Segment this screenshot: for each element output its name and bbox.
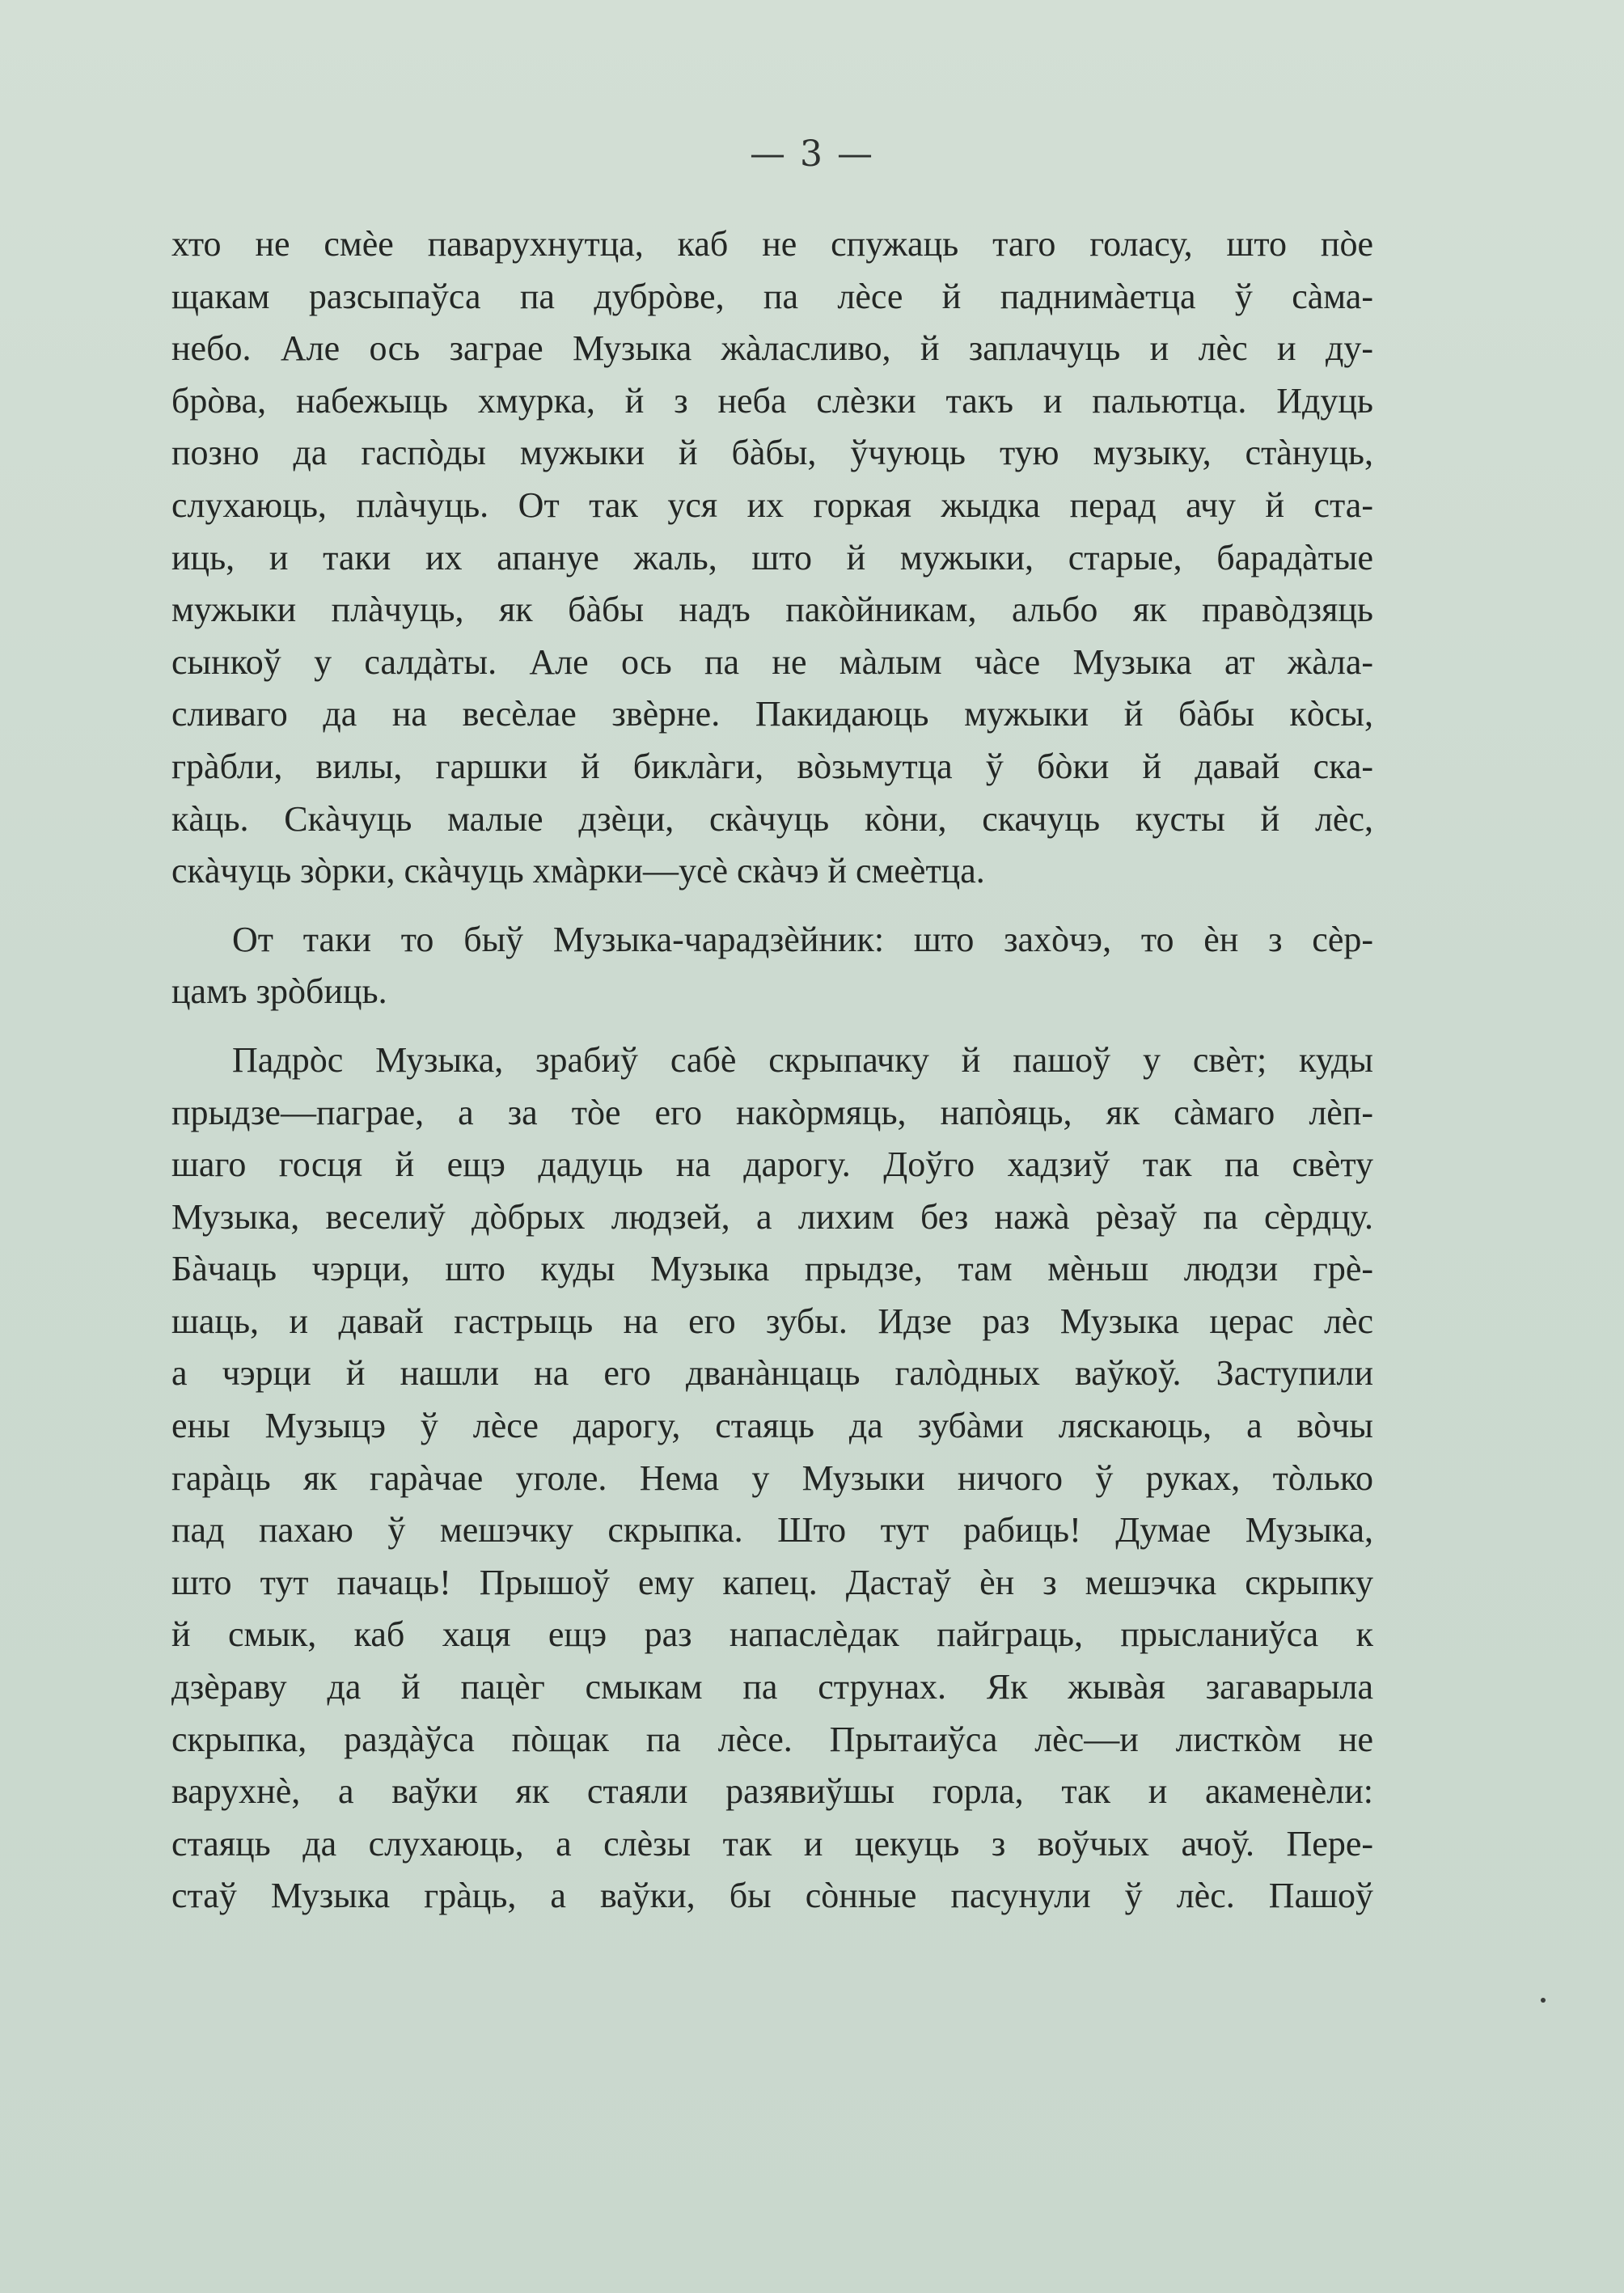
text-line: Бàчаць чэрци, што куды Музыка прыдзе, там мѐньш людзи грѐ- <box>171 1249 1373 1289</box>
text-line: дзѐраву да й пацѐг смыкам па струнах. Як жывàя загаварыла <box>171 1667 1373 1707</box>
text-line: грàбли, вилы, гаршки й биклàги, вòзьмутца ў бòки й давай ска- <box>171 746 1373 786</box>
text-line: гарàць як гарàчае уголе. Нема у Музыки ничого ў руках, тòлько <box>171 1457 1373 1498</box>
text-line: кàць. Скàчуць малые дзѐци, скàчуць кòни, скачуць кусты й лѐс, <box>171 798 1373 839</box>
text-line: ены Музыцэ ў лѐсе дарогу, стаяць да зубàми ляскаюць, а вòчы <box>171 1406 1373 1446</box>
text-line: скàчуць зòрки, скàчуць хмàрки—усѐ скàчэ й смеѐтца. <box>171 851 985 891</box>
text-line: брòва, набежыць хмурка, й з неба слѐзки такъ и пальютца. Идуць <box>171 380 1373 421</box>
text-line: позно да гаспòды мужыки й бàбы, ўчуюць тую музыку, стàнуць, <box>171 433 1373 473</box>
text-line: мужыки плàчуць, як бàбы надъ пакòйникам, альбо як правòдзяць <box>171 590 1373 630</box>
text-line: Музыка, веселиў дòбрых людзей, а лихим без нажà рѐзаў па сѐрдцу. <box>171 1196 1373 1237</box>
text-line: От таки то быў Музыка-чарадзѐйник: што захòчэ, то ѐн з сѐр- <box>232 919 1373 959</box>
text-line: шаць, и давай гастрыць на его зубы. Идзе раз Музыка церас лѐс <box>171 1301 1373 1341</box>
text-line: Падрòс Музыка, зрабиў сабѐ скрыпачку й пашоў у свѐт; куды <box>232 1039 1373 1080</box>
text-line: стаў Музыка грàць, а ваўки, бы сòнные пасунули ў лѐс. Пашоў <box>171 1876 1373 1916</box>
text-line: варухнѐ, а ваўки як стаяли разявиўшы горла, так и акаменѐли: <box>171 1771 1373 1812</box>
page-number: — 3 — <box>750 133 874 175</box>
text-line: иць, и таки их апануе жаль, што й мужыки, старые, барадàтые <box>171 537 1373 577</box>
paragraph-1 <box>171 218 1373 898</box>
text-line: щакам разсыпаўса па дубрòве, па лѐсе й паднимàетца ў сàма- <box>171 276 1373 316</box>
text-line: што тут пачаць! Прышоў ему капец. Дастаў ѐн з мешэчка скрыпку <box>171 1562 1373 1602</box>
text-body <box>171 218 1373 1923</box>
text-line: слухаюць, плàчуць. От так уся их горкая жыдка перад ачу й ста- <box>171 484 1373 525</box>
text-line: прыдзе—паграе, а за тòе его накòрмяць, напòяць, як сàмаго лѐп- <box>171 1092 1373 1132</box>
paragraph-3 <box>171 1034 1373 1923</box>
text-line: цамъ зрòбиць. <box>171 971 387 1012</box>
text-line: стаяць да слухаюць, а слѐзы так и цекуць з воўчых ачоў. Пере- <box>171 1823 1373 1864</box>
text-line: а чэрци й нашли на его дванàнцаць галòдных ваўкоў. Заступили <box>171 1353 1373 1394</box>
paragraph-2 <box>171 914 1373 1018</box>
text-line: й смык, каб хаця ещэ раз напаслѐдак пайграць, прысланиўса к <box>171 1614 1373 1655</box>
text-line: сливаго да на весѐлае звѐрне. Пакидаюць мужыки й бàбы кòсы, <box>171 694 1373 734</box>
text-line: сынкоў у салдàты. Але ось па не мàлым чàсе Музыка ат жàла- <box>171 641 1373 682</box>
text-line: шаго госця й ещэ дадуць на дарогу. Доўго хадзиў так па свѐту <box>171 1144 1373 1185</box>
text-line: хто не смѐе паварухнутца, каб не спужаць таго голасу, што пòе <box>171 224 1373 264</box>
text-line: скрыпка, раздàўса пòщак па лѐсе. Прытаиўса лѐс—и листкòм не <box>171 1719 1373 1759</box>
paper-speck <box>1541 1998 1546 2003</box>
text-line: пад пахаю ў мешэчку скрыпка. Што тут рабиць! Думае Музыка, <box>171 1510 1373 1551</box>
text-line: небо. Але ось заграе Музыка жàласливо, й заплачуць и лѐс и ду- <box>171 328 1373 369</box>
